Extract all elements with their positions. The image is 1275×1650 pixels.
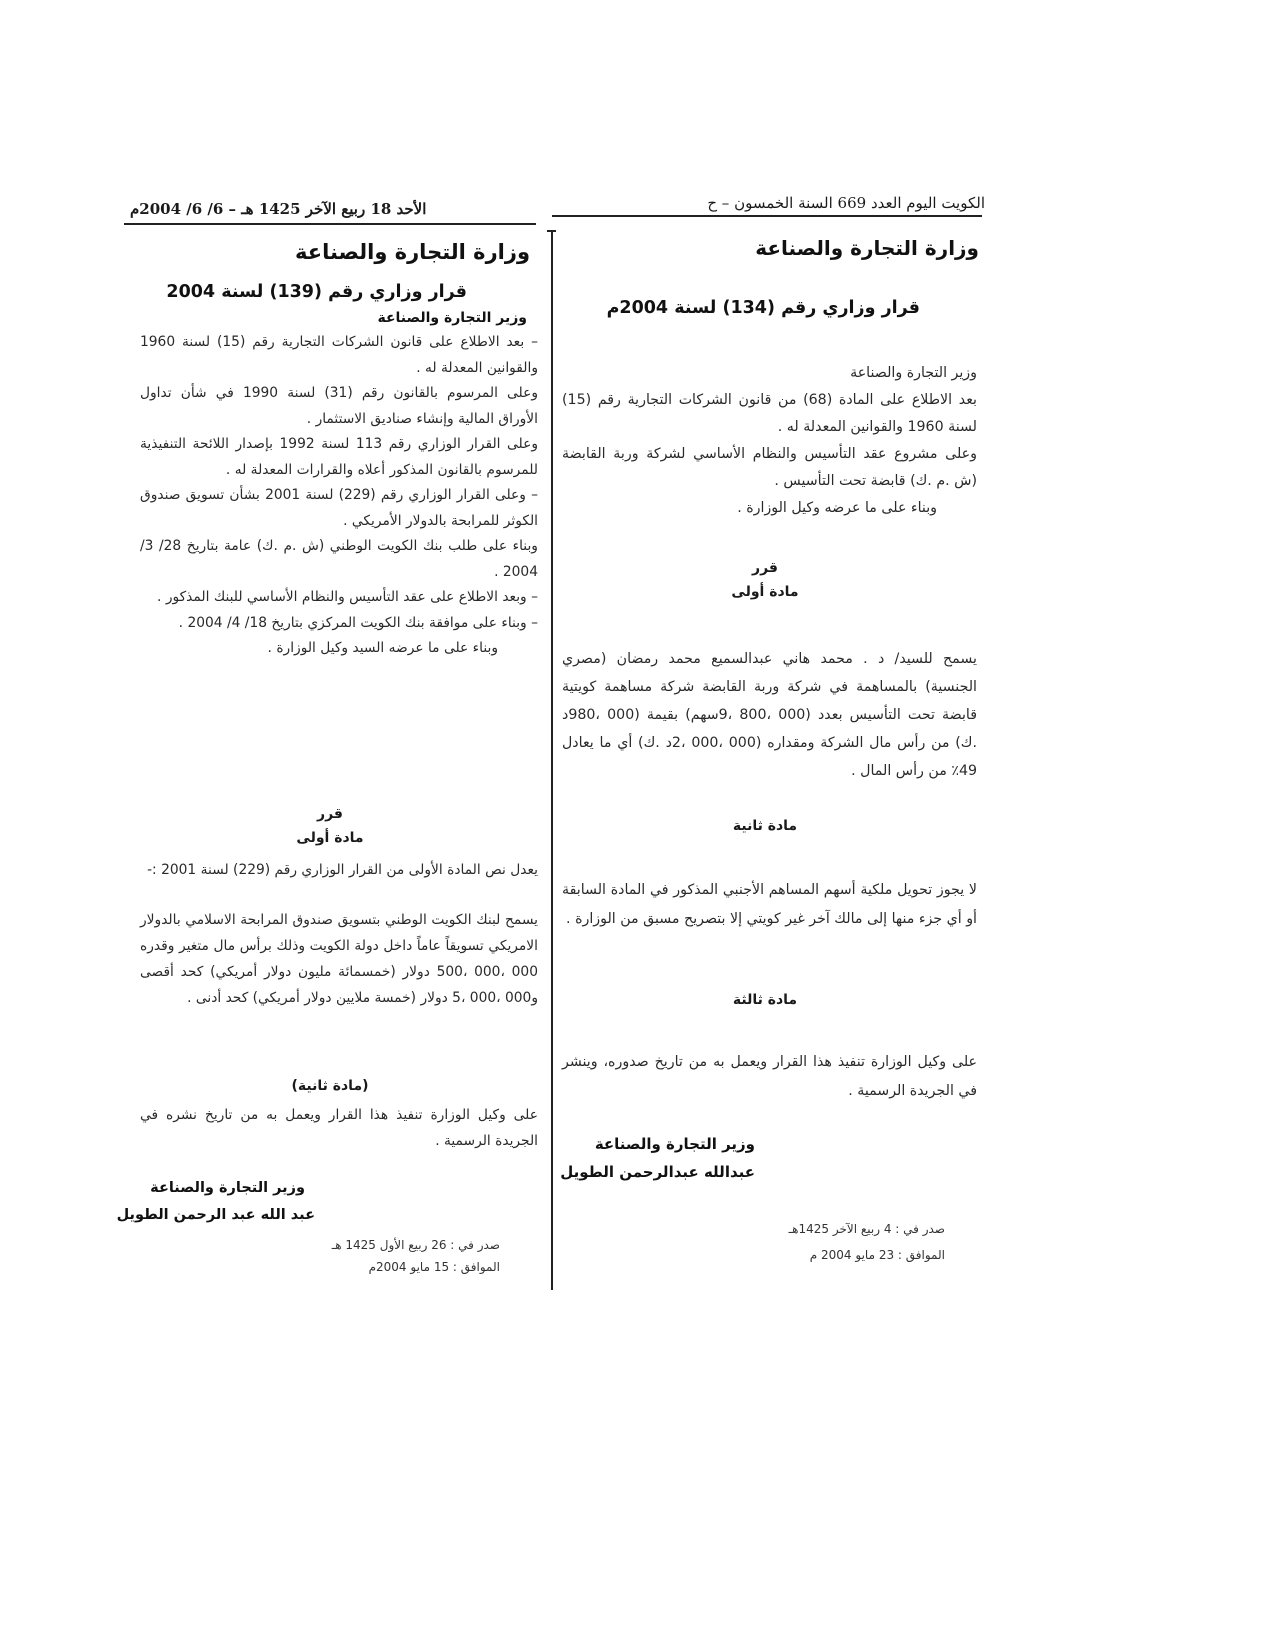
left-preamble-item: وعلى المرسوم بالقانون رقم (31) لسنة 1990 في شأن تداول الأوراق المالية وإنشاء صناديق الاستثمار .: [140, 385, 538, 427]
right-decided-heading: قرر: [752, 560, 778, 576]
left-article2-text: على وكيل الوزارة تنفيذ هذا القرار ويعمل به من تاريخ نشره في الجريدة الرسمية .: [140, 1107, 538, 1149]
right-preamble-item: بعد الاطلاع على المادة (68) من قانون الشركات التجارية رقم (15) لسنة 1960 والقوانين المعدلة له .: [562, 392, 977, 435]
column-divider-tick: [547, 230, 556, 232]
right-signature-title: وزير التجارة والصناعة: [594, 1135, 755, 1153]
header-rule-left: [124, 223, 536, 225]
right-preamble-item: وعلى مشروع عقد التأسيس والنظام الأساسي لشركة وربة القابضة (ش .م .ك) قابضة تحت التأسيس .: [562, 446, 977, 489]
left-ministry-heading: وزارة التجارة والصناعة: [295, 240, 530, 264]
right-preamble-item: وبناء على ما عرضه وكيل الوزارة .: [737, 500, 937, 516]
right-preamble: [562, 360, 977, 522]
right-article2-heading: مادة ثانية: [732, 818, 798, 834]
left-preamble-item: – وبعد الاطلاع على عقد التأسيس والنظام الأساسي للبنك المذكور .: [157, 589, 538, 605]
left-preamble-item: – بعد الاطلاع على قانون الشركات التجارية رقم (15) لسنة 1960 والقوانين المعدلة له .: [140, 334, 538, 376]
left-preamble-item: – وعلى القرار الوزاري رقم (229) لسنة 2001 بشأن تسويق صندوق الكوثر للمرابحة بالدولار الأمريكي .: [140, 487, 538, 529]
column-divider: [551, 230, 553, 1290]
right-ministry-heading: وزارة التجارة والصناعة: [755, 236, 979, 260]
left-article2-heading: (مادة ثانية): [291, 1078, 369, 1094]
right-article1-text: يسمح للسيد/ د . محمد هاني عبدالسميع محمد رمضان (مصري الجنسية) بالمساهمة في شركة وربة القابضة شركة مساهمة كويتية قابضة تحت التأسيس بعدد (000 ،800 ،9سهم) بقيمة (000 ،980د .ك) من رأس مال الشركة ومقداره (000 ،000 ،2د .ك) أي ما يعادل 49٪ من رأس المال .: [562, 651, 978, 779]
left-minister-line: وزير التجارة والصناعة: [377, 310, 527, 326]
right-preamble-minister: وزير التجارة والصناعة: [850, 365, 977, 381]
left-article1-heading: مادة أولى: [296, 830, 364, 846]
right-corresponding-date: الموافق : 23 مايو 2004 م: [809, 1248, 945, 1262]
left-preamble-item: – وبناء على موافقة بنك الكويت المركزي بتاريخ 18/ 4/ 2004 .: [178, 614, 538, 631]
left-preamble-item: وبناء على ما عرضه السيد وكيل الوزارة .: [267, 640, 498, 656]
header-left-text: الأحد 18 ربيع الآخر 1425 هـ – 6/ 6/ 2004م: [130, 200, 427, 218]
right-article1-heading: مادة أولى: [731, 584, 799, 600]
right-decision-title: قرار وزاري رقم (134) لسنة 2004م: [606, 298, 920, 318]
header-right-text: الكويت اليوم العدد 669 السنة الخمسون – ح: [707, 194, 985, 212]
left-issued-date: صدر في : 26 ربيع الأول 1425 هـ: [331, 1238, 500, 1252]
right-issued-date: صدر في : 4 ربيع الآخر 1425هـ: [788, 1222, 945, 1236]
left-signature-name: عبد الله عبد الرحمن الطويل: [116, 1207, 315, 1223]
left-decision-title: قرار وزاري رقم (139) لسنة 2004: [166, 282, 467, 302]
left-corresponding-date: الموافق : 15 مايو 2004م: [368, 1260, 500, 1274]
right-article3-text: على وكيل الوزارة تنفيذ هذا القرار ويعمل به من تاريخ صدوره، وينشر في الجريدة الرسمية .: [562, 1054, 977, 1099]
left-article1-text: يعدل نص المادة الأولى من القرار الوزاري رقم (229) لسنة 2001 :-: [147, 862, 538, 878]
right-article2-text: لا يجوز تحويل ملكية أسهم المساهم الأجنبي المذكور في المادة السابقة أو أي جزء منها إلى مالك آخر غير كويتي إلا بتصريح مسبق من الوزارة .: [562, 882, 977, 927]
right-signature-name: عبدالله عبدالرحمن الطويل: [560, 1163, 755, 1181]
left-preamble: [140, 330, 538, 662]
right-article3-heading: مادة ثالثة: [732, 992, 798, 1008]
left-signature-title: وزير التجارة والصناعة: [150, 1180, 305, 1196]
header-rule-right: [552, 215, 982, 217]
left-decided-heading: قرر: [317, 806, 343, 822]
left-preamble-item: وعلى القرار الوزاري رقم 113 لسنة 1992 بإصدار اللائحة التنفيذية للمرسوم بالقانون المذكور أعلاه والقرارات المعدلة له .: [140, 436, 538, 478]
left-preamble-item: وبناء على طلب بنك الكويت الوطني (ش .م .ك) عامة بتاريخ 28/ 3/ 2004 .: [140, 538, 538, 580]
left-article1-body: يسمح لبنك الكويت الوطني بتسويق صندوق المرابحة الاسلامي بالدولار الامريكي تسويقاً عاماً داخل دولة الكويت وذلك برأس مال متغير وقدره 000 ،000 ،500 دولار (خمسمائة مليون دولار أمريكي) كحد أقصى و000 ،000 ،5 دولار (خمسة ملايين دولار أمريكي) كحد أدنى .: [140, 912, 538, 1006]
